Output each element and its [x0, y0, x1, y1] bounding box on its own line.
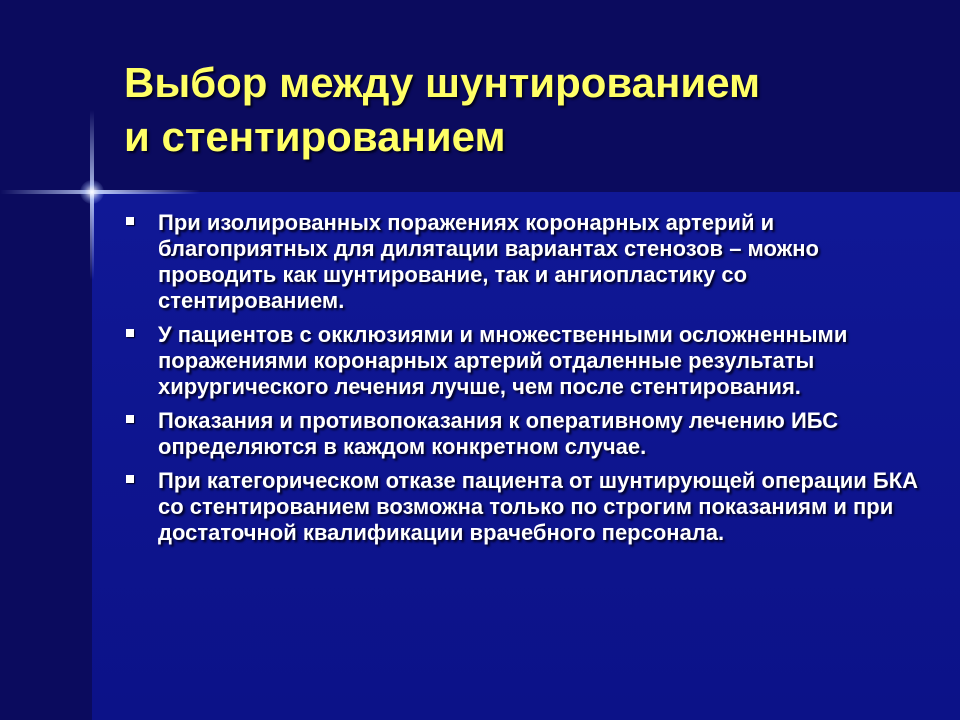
light-flare-icon: [80, 180, 104, 204]
bullet-text: При изолированных поражениях коронарных артерий и благоприятных для дилятации вариантах стенозов – можно проводить как шунтирование, так и ангиопластику со стентированием.: [158, 210, 819, 313]
bullet-text: Показания и противопоказания к оперативному лечению ИБС определяются в каждом конкретном случае.: [158, 408, 839, 459]
slide-title-line-2: и стентированием: [124, 113, 506, 160]
bullet-item: [120, 322, 920, 400]
square-bullet-icon: [126, 415, 134, 423]
bullet-item: [120, 210, 920, 314]
bullet-item: [120, 408, 920, 460]
square-bullet-icon: [126, 475, 134, 483]
bullet-text: При категорическом отказе пациента от шунтирующей операции БКА со стентированием возможна только по строгим показаниям и при достаточной квалификации врачебного персонала.: [158, 468, 919, 545]
square-bullet-icon: [126, 217, 134, 225]
slide-title: [124, 56, 924, 164]
square-bullet-icon: [126, 329, 134, 337]
bullet-list: [120, 210, 920, 554]
left-band: [0, 192, 92, 720]
bullet-item: [120, 468, 920, 546]
bullet-text: У пациентов с окклюзиями и множественными осложненными поражениями коронарных артерий отдаленные результаты хирургического лечения лучше, чем после стентирования.: [158, 322, 848, 399]
slide-title-line-1: Выбор между шунтированием: [124, 59, 761, 106]
